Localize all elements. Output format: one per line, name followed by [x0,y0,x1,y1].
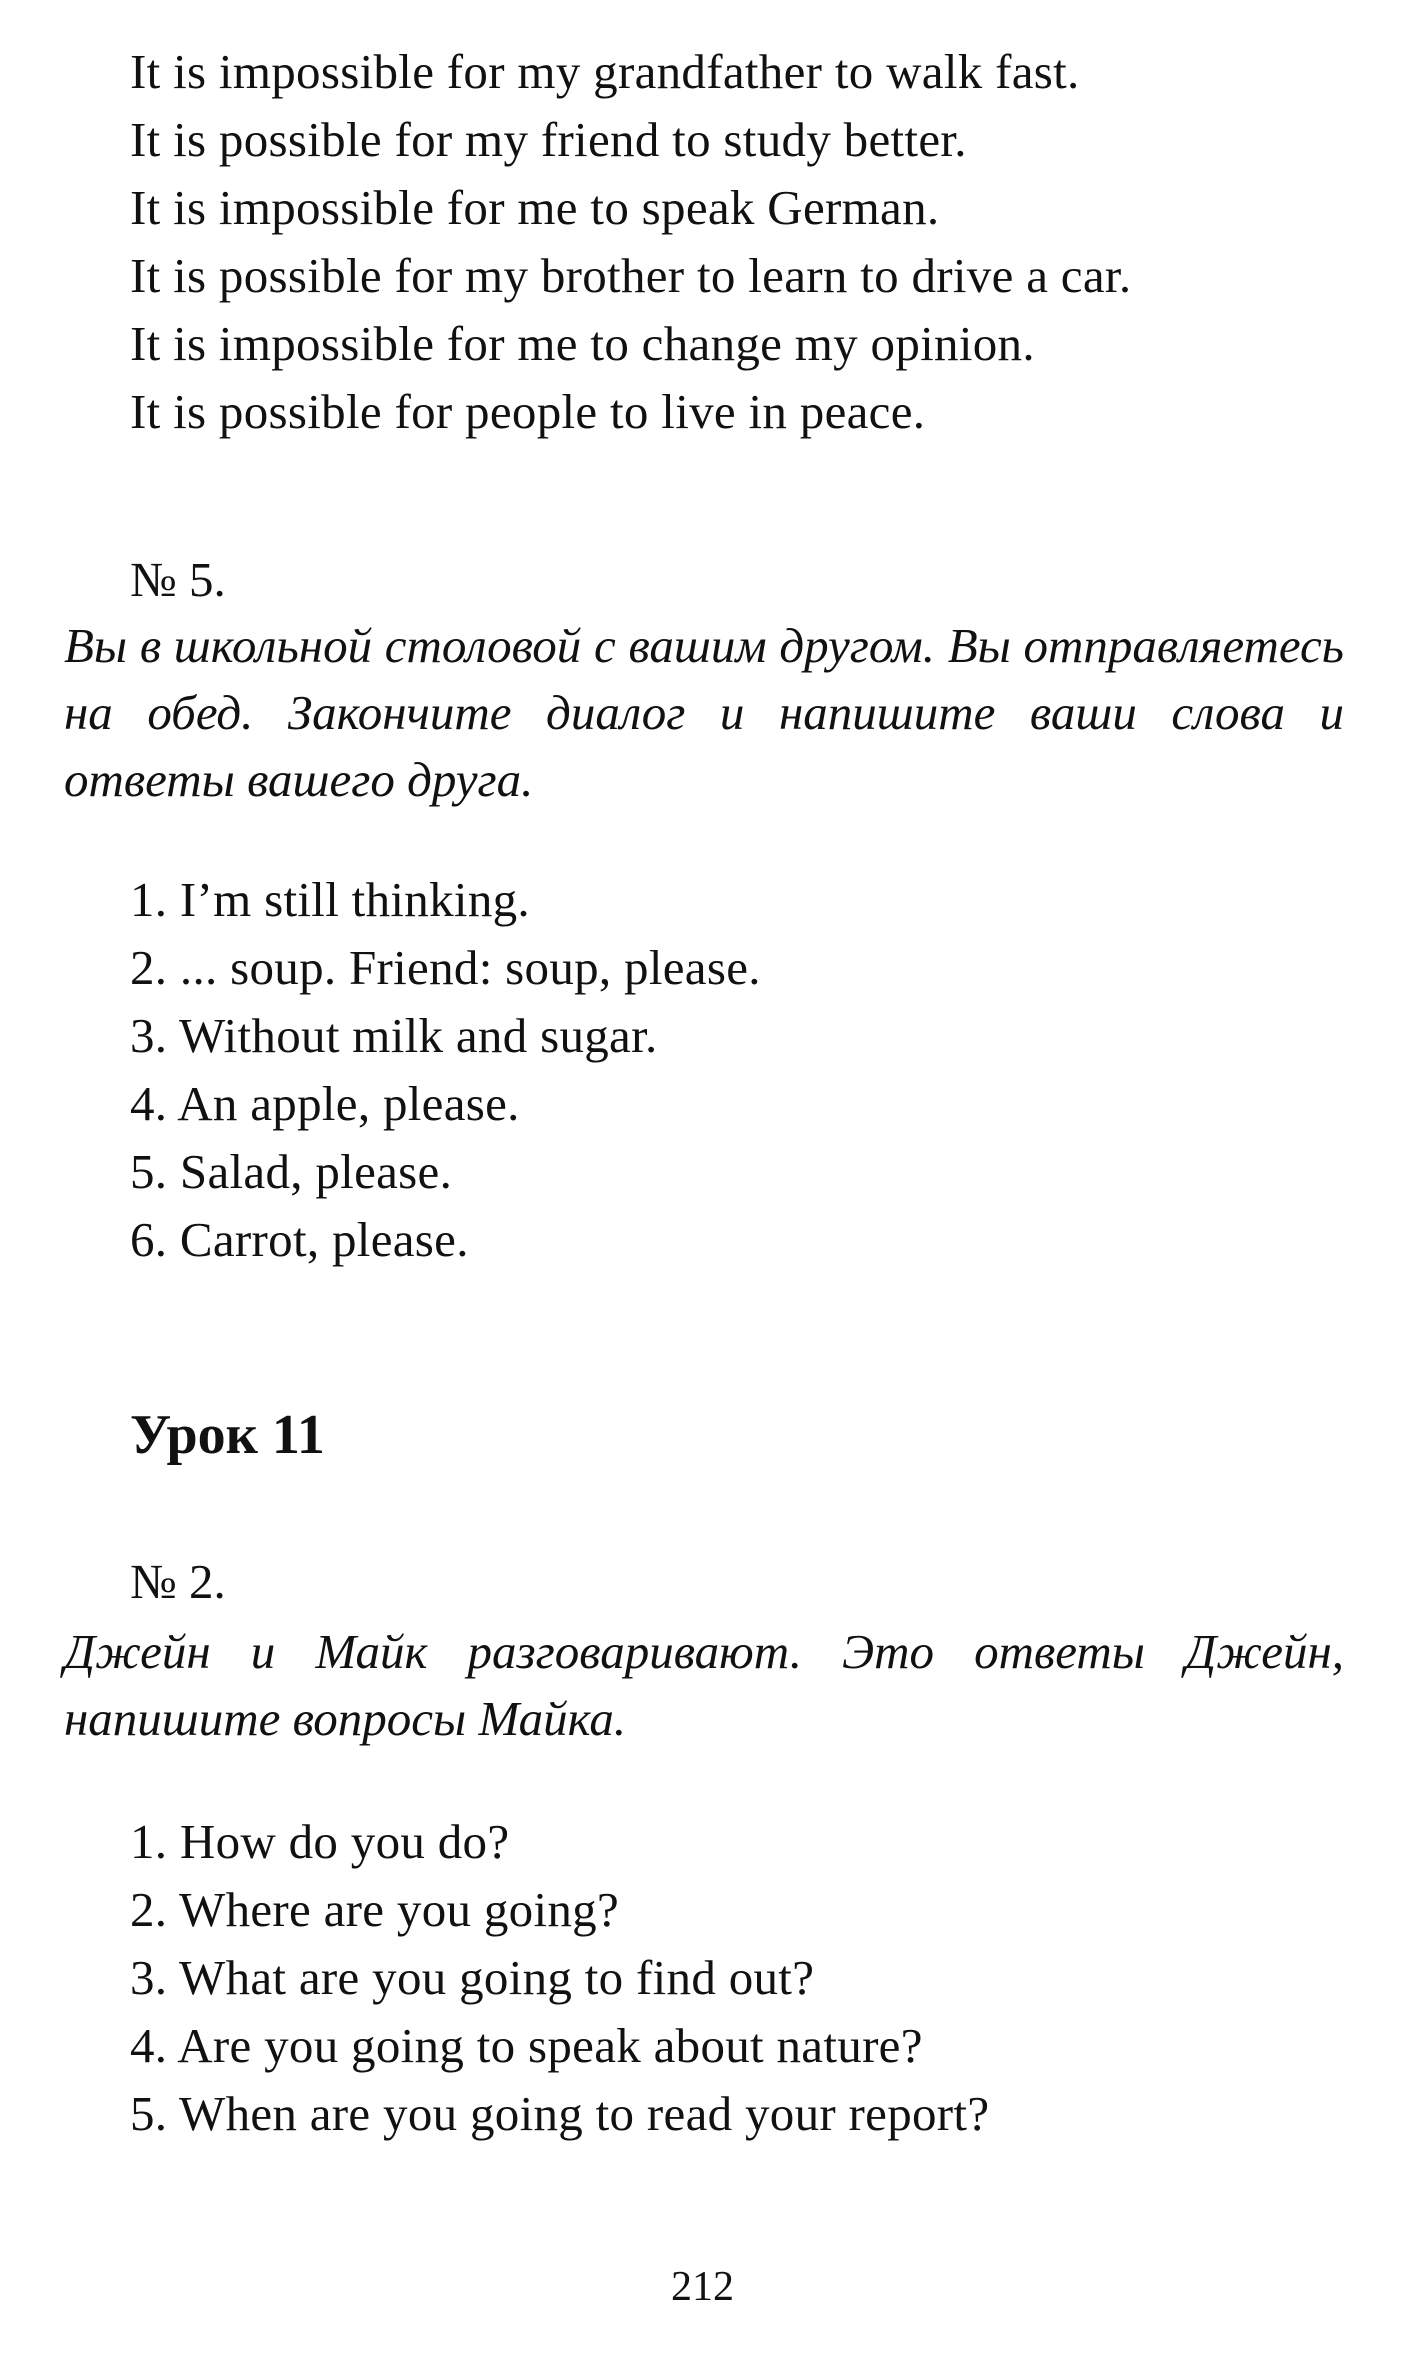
exercise-5-answer: 5. Salad, please. [130,1144,453,1199]
exercise-5-answer: 6. Carrot, please. [130,1212,469,1267]
exercise-2-answer: 4. Are you going to speak about nature? [130,2018,923,2073]
exercise-2-number: № 2. [130,1554,226,1609]
exercise-2-answer: 5. When are you going to read your report? [130,2086,990,2141]
exercise-5-answer: 4. An apple, please. [130,1076,520,1131]
exercise-5-answer: 2. ... soup. Friend: soup, please. [130,940,761,995]
exercise-5-number: № 5. [130,552,226,607]
exercise-2-instruction: Джейн и Майк разговаривают. Это ответы Джейн, напишите вопросы Майка. [64,1624,1344,1746]
intro-sentence: It is possible for people to live in peace. [130,384,926,439]
exercise-2-answer: 2. Where are you going? [130,1882,620,1937]
intro-sentence: It is possible for my brother to learn to drive a car. [130,248,1132,303]
exercise-2-answer: 1. How do you do? [130,1814,510,1869]
intro-sentence: It is possible for my friend to study better. [130,112,967,167]
exercise-2-answer: 3. What are you going to find out? [130,1950,815,2005]
intro-sentence: It is impossible for my grandfather to walk fast. [130,44,1080,99]
page-number: 212 [671,2264,734,2310]
intro-sentence: It is impossible for me to speak German. [130,180,940,235]
exercise-5-answer: 3. Without milk and sugar. [130,1008,658,1063]
lesson-heading: Урок 11 [130,1404,325,1466]
intro-sentence: It is impossible for me to change my opinion. [130,316,1035,371]
exercise-5-answer: 1. I’m still thinking. [130,872,530,927]
exercise-5-instruction: Вы в школьной столовой с вашим другом. Вы отправляетесь на обед. Закончите диалог и напишите ваши слова и ответы вашего друга. [64,618,1344,807]
